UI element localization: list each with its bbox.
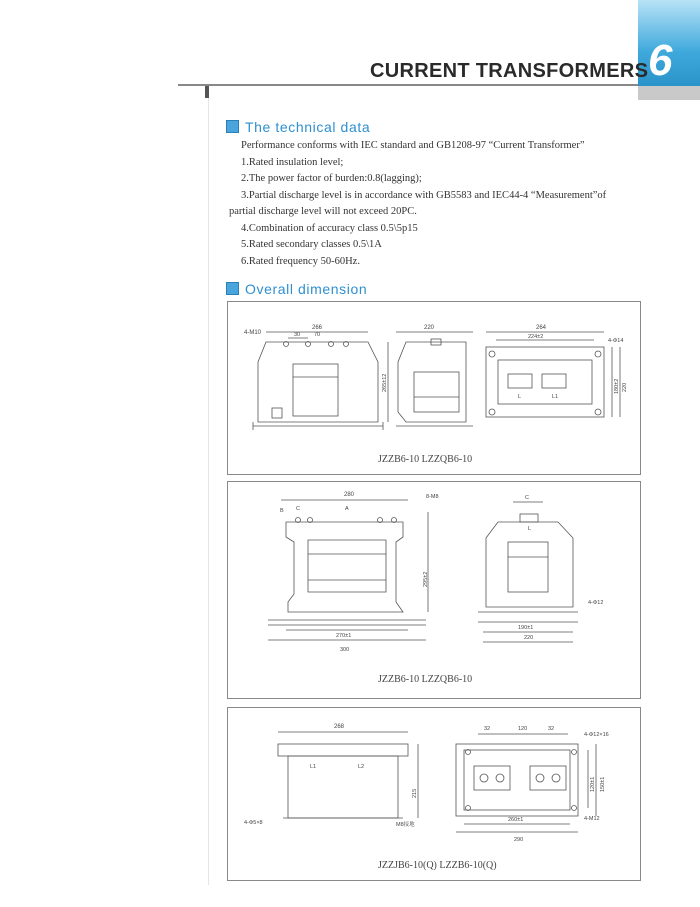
label-220-top: 220	[622, 382, 628, 392]
section-heading-overall	[226, 281, 367, 297]
label-L2: L2	[358, 764, 365, 770]
text-line: 1.Rated insulation level;	[241, 156, 344, 168]
drawing-panel-1	[228, 302, 640, 474]
label-phi12: 4-Φ12	[588, 600, 604, 606]
label-150-v: 150±1	[600, 776, 606, 792]
drawing-panel-2	[228, 482, 640, 698]
label-268: 268	[334, 724, 345, 730]
text-line: 5.Rated secondary classes 0.5\1A	[241, 239, 382, 250]
label-L1: L1	[552, 394, 559, 400]
chapter-tab-shadow	[638, 86, 700, 100]
section-title: The technical data	[245, 119, 371, 135]
section-square-icon	[226, 282, 239, 295]
technical-text	[229, 138, 649, 270]
label-4-m12: 4-M12	[584, 816, 600, 822]
label-120-v: 120±1	[590, 776, 596, 792]
label-8-m8: 8-M8	[426, 494, 439, 500]
label-290: 290	[514, 837, 524, 843]
section-square-icon	[226, 120, 239, 133]
header-rule	[178, 84, 638, 86]
label-32b: 32	[548, 726, 555, 732]
label-m8-ground: M8接地	[396, 822, 415, 828]
label-260: 260±1	[508, 817, 524, 823]
label-70: 70	[314, 332, 321, 338]
drawing-panel-3	[228, 708, 640, 880]
label-280: 280	[344, 492, 355, 498]
label-4-phi5: 4-Φ5×8	[244, 820, 263, 826]
label-270: 270±1	[336, 633, 352, 639]
label-266: 266	[312, 325, 323, 331]
page-margin-line	[208, 85, 209, 885]
label-190: 190±1	[518, 625, 534, 631]
dimension-panel-2	[227, 481, 641, 699]
label-30: 30	[294, 332, 301, 338]
chapter-number: 6	[648, 36, 673, 85]
text-line: Performance conforms with IEC standard and GB1208-97 “Current Transformer”	[241, 140, 585, 151]
dimension-panel-1	[227, 301, 641, 475]
text-line: 3.Partial discharge level is in accordance with GB5583 and IEC44-4 “Measurement”of	[241, 189, 607, 201]
header-tick	[205, 86, 209, 98]
label-32a: 32	[484, 726, 491, 732]
label-224: 224±2	[528, 334, 544, 340]
label-B: B	[280, 508, 284, 514]
label-C-side: C	[525, 495, 529, 501]
label-264: 264	[536, 325, 547, 331]
label-L-side: L	[528, 526, 532, 532]
text-line: 6.Rated frequency 50-60Hz.	[241, 255, 360, 267]
text-line: 2.The power factor of burden:0.8(lagging);	[241, 173, 422, 184]
section-title: Overall dimension	[245, 281, 368, 297]
label-295: 295±2	[423, 571, 429, 587]
caption-panel-1: JZZB6-10 LZZQB6-10	[378, 454, 473, 465]
label-C: C	[296, 506, 300, 512]
dimension-panel-3	[227, 707, 641, 881]
label-4-phi12: 4-Φ12×16	[584, 732, 609, 738]
text-line: partial discharge level will not exceed 20PC.	[229, 206, 417, 217]
label-220: 220	[524, 635, 534, 641]
section-heading-technical	[226, 119, 370, 135]
label-220-side: 220	[424, 325, 435, 331]
label-215: 215	[412, 788, 418, 798]
label-300: 300	[340, 647, 350, 653]
label-L1: L1	[310, 764, 317, 770]
label-L: L	[518, 394, 522, 400]
label-265: 265±12	[382, 373, 388, 392]
text-line: 4.Combination of accuracy class 0.5\5p15	[241, 222, 418, 234]
caption-panel-2: JZZB6-10 LZZQB6-10	[378, 674, 473, 685]
label-120: 120	[518, 726, 528, 732]
caption-panel-3: JZZJB6-10(Q) LZZB6-10(Q)	[378, 860, 497, 871]
label-A: A	[345, 506, 349, 512]
label-4-m10: 4-M10	[244, 330, 262, 336]
label-180: 180±2	[614, 378, 620, 394]
page-title: CURRENT TRANSFORMERS	[370, 60, 649, 82]
label-phi14: 4-Φ14	[608, 338, 624, 344]
